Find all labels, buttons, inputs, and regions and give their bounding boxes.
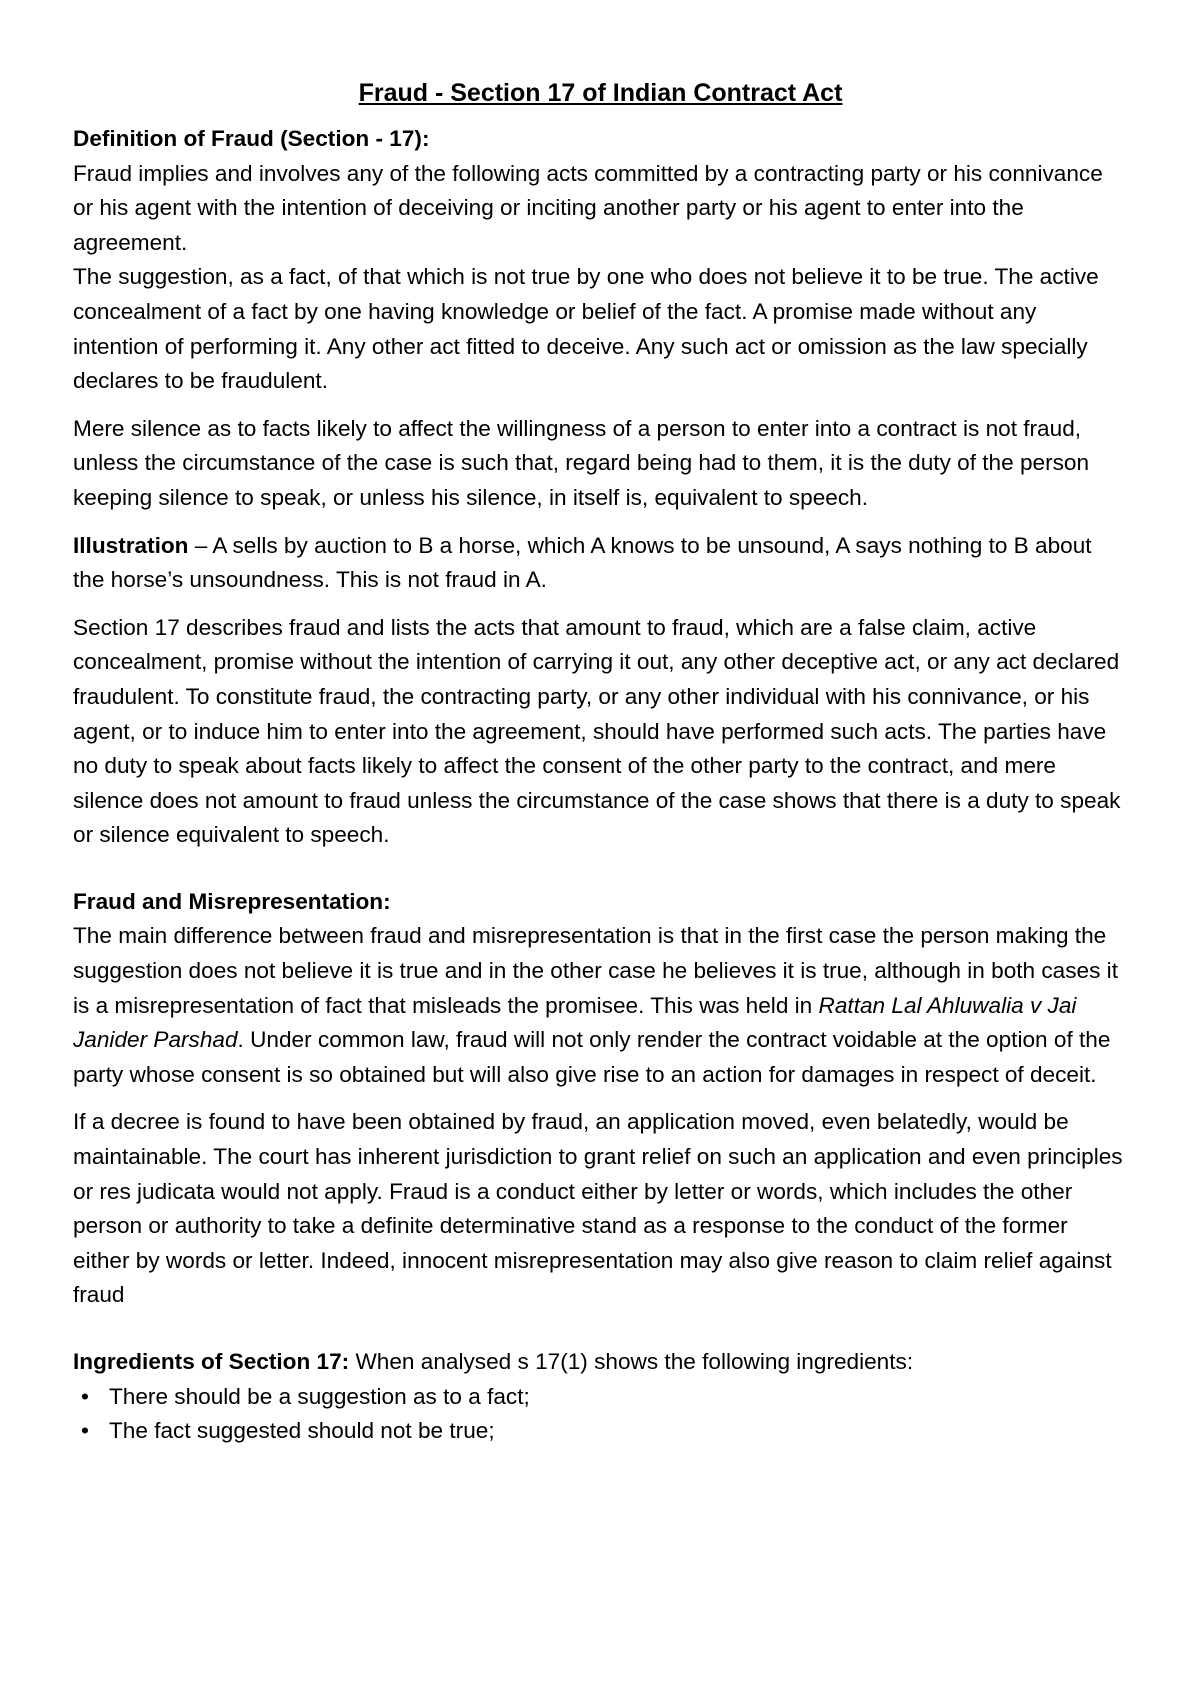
ingredients-list (73, 1380, 1128, 1449)
misrep-text-before-case: The main difference between fraud and misrepresentation is that in the first case the person making the suggestion does not believe it is true and in the other case he believes it is true, although in both cases it is a misrepresentation of fact that misleads the promisee. This was held in (73, 923, 1118, 1018)
list-item-text: The fact suggested should not be true; (109, 1418, 495, 1444)
bullet-icon: • (81, 1383, 89, 1409)
ingredients-text: When analysed s 17(1) shows the following ingredients: (349, 1349, 914, 1374)
silence-paragraph: Mere silence as to facts likely to affect the willingness of a person to enter into a contract is not fraud, unless the circumstance of the case is such that, regard being had to them, it is the duty of the person keeping silence to speak, or unless his silence, in itself is, equivalent to speech. (73, 415, 1090, 510)
list-item (73, 1380, 1128, 1415)
ingredients-label: Ingredients of Section 17: (73, 1349, 350, 1374)
definition-paragraph-1: Fraud implies and involves any of the following acts committed by a contracting party or his connivance or his agent with the intention of deceiving or inciting another party or his agent to enter into the agreement. (73, 160, 1103, 255)
illustration-label: Illustration (73, 532, 189, 558)
ingredients-paragraph (73, 1345, 1128, 1380)
document-title: Fraud - Section 17 of Indian Contract Act (358, 79, 843, 107)
definition-paragraph-2: The suggestion, as a fact, of that which is not true by one who does not believe it to be true. The active concealment of a fact by one having knowledge or belief of the fact. A promise made without any intention of performing it. Any other act fitted to deceive. Any such act or omission as the law specially declares to be fraudulent. (73, 264, 1099, 394)
illustration-text: – A sells by auction to B a horse, which A knows to be unsound, A says nothing to B about the horse’s unsoundness. This is not fraud in A. (73, 532, 1092, 593)
misrepresentation-heading: Fraud and Misrepresentation: (73, 888, 391, 914)
decree-paragraph: If a decree is found to have been obtained by fraud, an application moved, even belatedly, would be maintainable. The court has inherent jurisdiction to grant relief on such an application and even principles or res judicata would not apply. Fraud is a conduct either by letter or words, which includes the other person or authority to take a definite determinative stand as a response to the conduct of the former either by words or letter. Indeed, innocent misrepresentation may also give reason to claim relief against fraud (73, 1109, 1123, 1308)
list-item-text: There should be a suggestion as to a fact; (109, 1383, 530, 1409)
misrepresentation-paragraph (73, 919, 1128, 1092)
definition-heading: Definition of Fraud (Section - 17): (73, 126, 430, 151)
case-name: Rattan Lal Ahluwalia v Jai Janider Parshad (73, 992, 1077, 1053)
section17-paragraph: Section 17 describes fraud and lists the acts that amount to fraud, which are a false claim, active concealment, promise without the intention of carrying it out, any other deceptive act, or any act declared fraudulent. To constitute fraud, the contracting party, or any other individual with his connivance, or his agent, or to induce him to enter into the agreement, should have performed such acts. The parties have no duty to speak about facts likely to affect the consent of the other party to the contract, and mere silence does not amount to fraud unless the circumstance of the case shows that there is a duty to speak or silence equivalent to speech. (73, 614, 1121, 848)
misrep-text-after-case: . Under common law, fraud will not only render the contract voidable at the option of the party whose consent is so obtained but will also give rise to an action for damages in respect of deceit. (73, 1027, 1111, 1087)
bullet-icon: • (81, 1418, 89, 1444)
list-item (73, 1414, 1128, 1449)
illustration-paragraph (73, 529, 1128, 598)
